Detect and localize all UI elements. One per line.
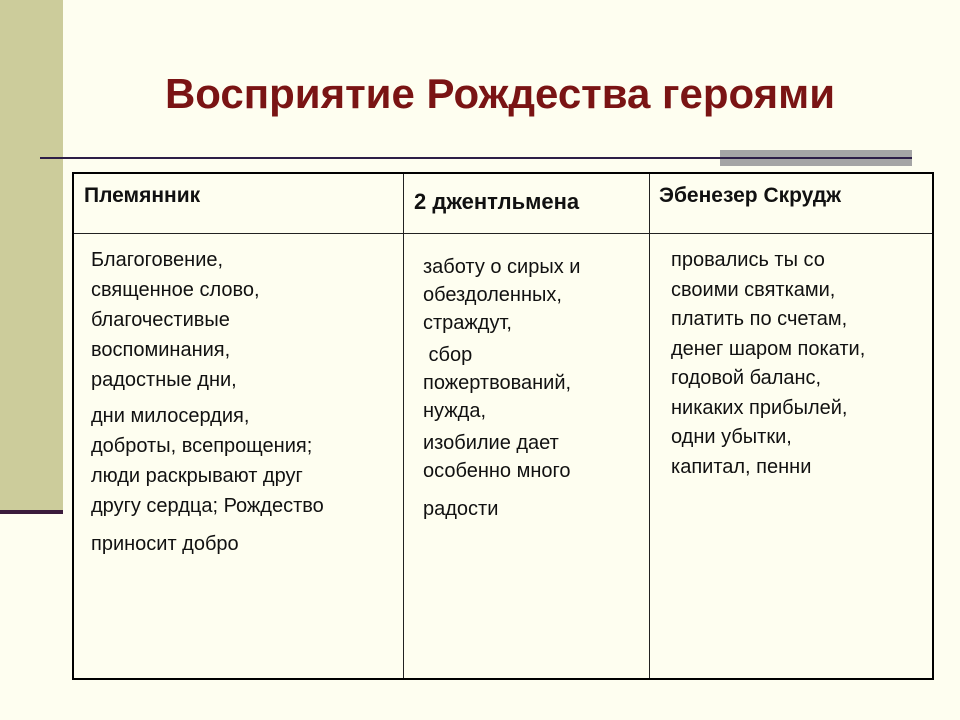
cell-paragraph: дни милосердия, доброты, всепрощения; — [91, 405, 313, 457]
cell-gentlemen — [423, 253, 580, 523]
cell-paragraph: заботу о сирых и обездоленных, страждут, — [423, 256, 581, 334]
header-scrooge: Эбенезер Скрудж — [659, 184, 842, 207]
slide-title: Восприятие Рождества героями — [164, 70, 836, 117]
cell-paragraph: приносит добро — [91, 533, 239, 555]
cell-paragraph: сбор пожертвований, нужда, — [423, 344, 572, 422]
header-divider — [74, 233, 932, 234]
cell-paragraph: люди раскрывают друг другу сердца; Рождество — [91, 465, 324, 517]
cell-scrooge — [671, 246, 865, 482]
header-nephew: Племянник — [84, 184, 201, 207]
header-gentlemen: 2 джентльмена — [414, 189, 580, 214]
column-divider — [649, 174, 650, 678]
cell-paragraph: радости — [423, 498, 499, 520]
cell-paragraph: провались ты со своими святками, платить по счетам, денег шаром покати, годовой баланс, никаких прибылей, одни убытки, капитал, пенни — [671, 249, 866, 478]
column-divider — [403, 174, 404, 678]
sidebar-bottom-line — [0, 510, 63, 514]
cell-nephew — [91, 245, 324, 559]
comparison-table — [72, 172, 934, 680]
cell-paragraph: изобилие дает особенно много — [423, 432, 571, 482]
cell-paragraph: Благоговение, священное слово, благочестивые воспоминания, радостные дни, — [91, 249, 260, 391]
title-underline — [40, 157, 912, 159]
